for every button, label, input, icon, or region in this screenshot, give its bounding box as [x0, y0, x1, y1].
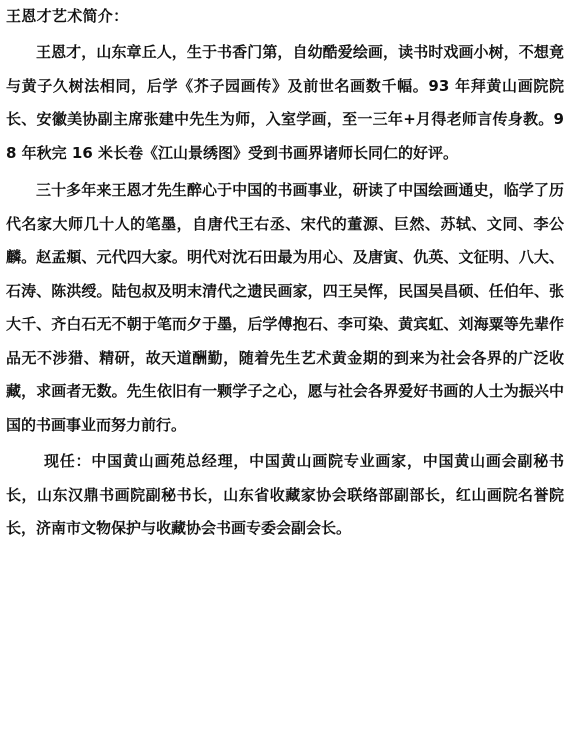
document-title: 王恩才艺术简介：: [6, 7, 129, 25]
paragraph-current-positions: 现任：中国黄山画苑总经理，中国黄山画院专业画家，中国黄山画会副秘书长，山东汉鼎书画院副秘书长，山东省收藏家协会联络部副部长，红山画院名誉院长，济南市文物保护与收藏协会书画专委会副会长。: [6, 452, 564, 537]
paragraph-artistic-study: 三十多年来王恩才先生醉心于中国的书画事业，研读了中国绘画通史，临学了历代名家大师几十人的笔墨，自唐代王右丞、宋代的董源、巨然、苏轼、文同、李公麟。赵孟頫、元代四大家。明代对沈石田最为用心、及唐寅、仇英、文征明、八大、石涛、陈洪绶。陆包叔及明末清代之遗民画家，四王吴恽，民国吴昌硕、任伯年、张大千、齐白石无不朝于笔而夕于墨，后学傅抱石、李可染、黄宾虹、刘海粟等先辈作品无不涉猎、精研，故天道酬勤，随着先生艺术黄金期的到来为社会各界的广泛收藏，求画者无数。先生依旧有一颗学子之心，愿与社会各界爱好书画的人士为振兴中国的书画事业而努力前行。: [6, 181, 564, 434]
paragraph-biography: 王恩才，山东章丘人，生于书香门第，自幼酷爱绘画，读书时戏画小树，不想竟与黄子久树法相同，后学《芥子园画传》及前世名画数千幅。93 年拜黄山画院院长、安徽美协副主席张建中先生为师，入室学画，至一三年+月得老师言传身教。98 年秋完 16 米长卷《江山景绣图》受到书画界诸师长同仁的好评。: [6, 43, 564, 162]
